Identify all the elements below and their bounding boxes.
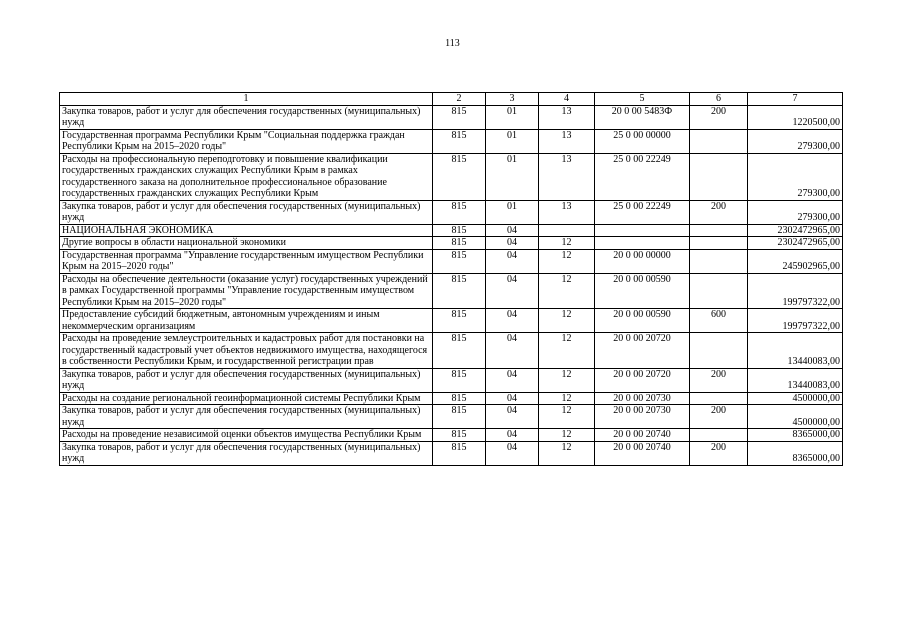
row-target-article: 20 0 00 20720: [595, 368, 690, 392]
row-section: 04: [486, 405, 539, 429]
row-section: 04: [486, 429, 539, 442]
row-section: 01: [486, 153, 539, 200]
row-section: 04: [486, 249, 539, 273]
row-expense-type: [690, 153, 748, 200]
row-target-article: 20 0 00 20730: [595, 392, 690, 405]
row-name: Закупка товаров, работ и услуг для обеспечения государственных (муниципальных) нужд: [60, 105, 433, 129]
row-grbs: 815: [433, 224, 486, 237]
row-expense-type: 200: [690, 200, 748, 224]
row-sum: 2302472965,00: [748, 237, 843, 250]
row-expense-type: [690, 273, 748, 309]
row-name: Закупка товаров, работ и услуг для обеспечения государственных (муниципальных) нужд: [60, 368, 433, 392]
row-subsection: 12: [539, 392, 595, 405]
column-number-1: 1: [60, 93, 433, 106]
table-row: [60, 273, 843, 309]
row-subsection: 13: [539, 200, 595, 224]
row-name: Расходы на проведение землеустроительных и кадастровых работ для постановки на государственный кадастровый учет объектов недвижимого имущества, находящегося в собственности Республики Крым, и государственной регистрации прав: [60, 333, 433, 369]
row-target-article: 20 0 00 20730: [595, 405, 690, 429]
row-grbs: 815: [433, 273, 486, 309]
column-number-3: 3: [486, 93, 539, 106]
row-expense-type: [690, 333, 748, 369]
row-target-article: 20 0 00 20740: [595, 441, 690, 465]
row-section: 04: [486, 224, 539, 237]
row-subsection: 13: [539, 105, 595, 129]
table-row: [60, 129, 843, 153]
row-name: Государственная программа Республики Крым "Социальная поддержка граждан Республики Крым на 2015–2020 годы": [60, 129, 433, 153]
page-number: 113: [445, 38, 460, 49]
row-name: Расходы на профессиональную переподготовку и повышение квалификации государственных гражданских служащих Республики Крым в рамках государственного заказа на дополнительное профессиональное образование государственных гражданских служащих Республики Крым: [60, 153, 433, 200]
column-number-4: 4: [539, 93, 595, 106]
row-subsection: 12: [539, 368, 595, 392]
row-grbs: 815: [433, 333, 486, 369]
row-grbs: 815: [433, 309, 486, 333]
table-row: [60, 200, 843, 224]
row-section: 04: [486, 368, 539, 392]
table-row: [60, 105, 843, 129]
table-row: [60, 237, 843, 250]
row-sum: 8365000,00: [748, 441, 843, 465]
column-number-2: 2: [433, 93, 486, 106]
row-expense-type: [690, 129, 748, 153]
row-subsection: 13: [539, 153, 595, 200]
row-section: 04: [486, 333, 539, 369]
row-expense-type: [690, 429, 748, 442]
row-subsection: 12: [539, 249, 595, 273]
row-name: НАЦИОНАЛЬНАЯ ЭКОНОМИКА: [60, 224, 433, 237]
row-name: Закупка товаров, работ и услуг для обеспечения государственных (муниципальных) нужд: [60, 200, 433, 224]
row-section: 04: [486, 392, 539, 405]
row-target-article: 20 0 00 00000: [595, 249, 690, 273]
row-section: 04: [486, 237, 539, 250]
row-grbs: 815: [433, 392, 486, 405]
row-name: Расходы на создание региональной геоинформационной системы Республики Крым: [60, 392, 433, 405]
table-row: [60, 153, 843, 200]
row-sum: 2302472965,00: [748, 224, 843, 237]
row-name: Расходы на обеспечение деятельности (оказание услуг) государственных учреждений в рамках Государственной программы "Управление государственным имуществом Республики Крым на 2015–2020 годы": [60, 273, 433, 309]
column-number-6: 6: [690, 93, 748, 106]
row-target-article: [595, 224, 690, 237]
row-sum: 199797322,00: [748, 273, 843, 309]
row-section: 04: [486, 309, 539, 333]
row-subsection: 12: [539, 309, 595, 333]
table-row: [60, 441, 843, 465]
row-section: 04: [486, 273, 539, 309]
row-target-article: [595, 237, 690, 250]
row-subsection: 12: [539, 237, 595, 250]
table-row: [60, 392, 843, 405]
row-sum: 245902965,00: [748, 249, 843, 273]
row-sum: 13440083,00: [748, 368, 843, 392]
row-grbs: 815: [433, 237, 486, 250]
table-row: [60, 309, 843, 333]
row-expense-type: [690, 249, 748, 273]
row-section: 01: [486, 200, 539, 224]
budget-table-body: [60, 93, 843, 466]
table-row: [60, 405, 843, 429]
row-grbs: 815: [433, 153, 486, 200]
row-name: Государственная программа "Управление государственным имуществом Республики Крым на 2015–2020 годы": [60, 249, 433, 273]
row-target-article: 20 0 00 00590: [595, 309, 690, 333]
row-target-article: 20 0 00 20720: [595, 333, 690, 369]
table-row: [60, 429, 843, 442]
row-expense-type: [690, 237, 748, 250]
row-name: Расходы на проведение независимой оценки объектов имущества Республики Крым: [60, 429, 433, 442]
row-sum: 279300,00: [748, 129, 843, 153]
row-subsection: 12: [539, 405, 595, 429]
row-grbs: 815: [433, 249, 486, 273]
table-row: [60, 368, 843, 392]
row-section: 01: [486, 129, 539, 153]
row-expense-type: 200: [690, 368, 748, 392]
table-row: [60, 224, 843, 237]
row-grbs: 815: [433, 129, 486, 153]
row-subsection: 12: [539, 333, 595, 369]
row-subsection: 12: [539, 441, 595, 465]
row-target-article: 20 0 00 20740: [595, 429, 690, 442]
row-subsection: 12: [539, 429, 595, 442]
row-name: Закупка товаров, работ и услуг для обеспечения государственных (муниципальных) нужд: [60, 441, 433, 465]
row-expense-type: [690, 392, 748, 405]
row-expense-type: 200: [690, 405, 748, 429]
row-grbs: 815: [433, 429, 486, 442]
row-sum: 1220500,00: [748, 105, 843, 129]
table-row: [60, 249, 843, 273]
row-target-article: 20 0 00 5483Ф: [595, 105, 690, 129]
row-expense-type: [690, 224, 748, 237]
row-sum: 13440083,00: [748, 333, 843, 369]
table-row: [60, 333, 843, 369]
row-grbs: 815: [433, 200, 486, 224]
row-section: 04: [486, 441, 539, 465]
row-target-article: 25 0 00 00000: [595, 129, 690, 153]
row-target-article: 20 0 00 00590: [595, 273, 690, 309]
row-expense-type: 200: [690, 441, 748, 465]
row-sum: 199797322,00: [748, 309, 843, 333]
row-grbs: 815: [433, 441, 486, 465]
row-grbs: 815: [433, 368, 486, 392]
row-subsection: 13: [539, 129, 595, 153]
row-sum: 8365000,00: [748, 429, 843, 442]
row-grbs: 815: [433, 405, 486, 429]
row-expense-type: 600: [690, 309, 748, 333]
row-target-article: 25 0 00 22249: [595, 200, 690, 224]
row-sum: 4500000,00: [748, 392, 843, 405]
row-section: 01: [486, 105, 539, 129]
row-sum: 279300,00: [748, 200, 843, 224]
column-number-7: 7: [748, 93, 843, 106]
row-target-article: 25 0 00 22249: [595, 153, 690, 200]
column-number-5: 5: [595, 93, 690, 106]
column-number-row: [60, 93, 843, 106]
row-name: Предоставление субсидий бюджетным, автономным учреждениям и иным некоммерческим организациям: [60, 309, 433, 333]
row-grbs: 815: [433, 105, 486, 129]
budget-table: [59, 92, 843, 466]
row-name: Закупка товаров, работ и услуг для обеспечения государственных (муниципальных) нужд: [60, 405, 433, 429]
row-sum: 4500000,00: [748, 405, 843, 429]
row-expense-type: 200: [690, 105, 748, 129]
row-subsection: [539, 224, 595, 237]
row-name: Другие вопросы в области национальной экономики: [60, 237, 433, 250]
row-subsection: 12: [539, 273, 595, 309]
row-sum: 279300,00: [748, 153, 843, 200]
